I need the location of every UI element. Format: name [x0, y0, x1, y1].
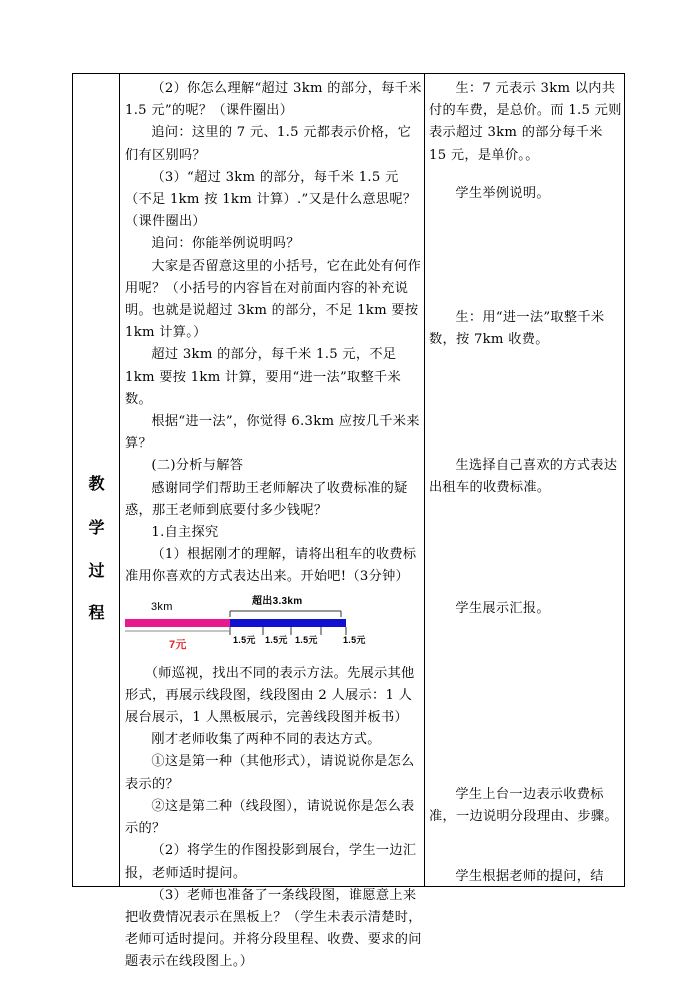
side-char: 教: [88, 474, 105, 493]
paragraph: 刚才老师收集了两种不同的表达方式。: [151, 732, 381, 748]
paragraph: 根据“进一法”，你觉得 6.3km 应按几千米来算？: [125, 414, 420, 452]
paragraph: 超过 3km 的部分，每千米 1.5 元，不足 1km 要按 1km 计算，要用“进一法”取整千米数。: [125, 347, 401, 407]
segment-label: 1.5元: [343, 634, 366, 645]
blue-segment: [230, 619, 346, 627]
pink-segment: [125, 619, 230, 627]
segment-label: 1.5元: [265, 634, 288, 645]
column-divider: [424, 74, 425, 886]
student-response: 学生根据老师的提问，结: [455, 869, 604, 884]
lesson-table: [72, 73, 625, 970]
label-3km: 3km: [151, 600, 173, 613]
side-label: [73, 74, 120, 886]
paragraph: （1）根据刚才的理解，请将出租车的收费标准用你喜欢的方式表达出来。开始吧!（3分钟）: [125, 547, 417, 585]
side-char: 程: [88, 603, 105, 622]
student-response: 学生举例说明。: [455, 186, 550, 201]
segment-label: 1.5元: [233, 634, 256, 645]
paragraph: （3）老师也准备了一条线段图，谁愿意上来把收费情况表示在黑板上？（学生未表示清楚时，老师可适时提问。并将分段里程、收费、要求的问题表示在线段图上。）: [125, 887, 422, 970]
label-7yuan: 7元: [169, 638, 187, 651]
paragraph: ①这是第一种（其他形式），请说说你是怎么表示的？: [125, 754, 415, 792]
student-response: 生：7 元表示 3km 以内共付的车费，是总价。而 1.5 元则表示超过 3km 的部分每千米 15 元，是单价。。: [429, 81, 622, 163]
paragraph: 感谢同学们帮助王老师解决了收费标准的疑惑，那王老师到底要付多少钱呢？: [125, 480, 408, 518]
student-response: 生选择自己喜欢的方式表达出租车的收费标准。: [429, 458, 618, 496]
segment-label: 1.5元: [295, 634, 318, 645]
paragraph: （2）你怎么理解“超过 3km 的部分，每千米 1.5 元”的呢？（课件圈出）: [125, 81, 422, 119]
paragraph: （3）“超过 3km 的部分，每千米 1.5 元（不足 1km 按 1km 计算）.”又是什么意思呢？（课件圈出）: [125, 169, 417, 230]
line-segment-diagram: [125, 591, 424, 659]
subheading: 1.自主探究: [151, 525, 219, 541]
side-char: 过: [88, 561, 105, 580]
paragraph: （师巡视，找出不同的表示方法。先展示其他形式，再展示线段图，线段图由 2 人展示：1 人展台展示，1 人黑板展示，完善线段图并板书）: [125, 665, 415, 726]
paragraph: （2）将学生的作图投影到展台，学生一边汇报，老师适时提问。: [125, 843, 417, 881]
teacher-activity-column: [125, 78, 424, 974]
section-heading: (二)分析与解答: [151, 458, 244, 474]
side-char: 学: [88, 518, 105, 537]
diagram-svg: [125, 591, 415, 659]
paragraph: 大家是否留意这里的小括号，它在此处有何作用呢？（小括号的内容旨在对前面内容的补充说明。也就是说超过 3km 的部分，不足 1km 要按 1km 计算。）: [125, 258, 422, 341]
label-over: 超出3.3km: [252, 595, 303, 607]
student-response: 生：用“进一法”取整千米数，按 7km 收费。: [429, 310, 605, 348]
paragraph: 追问：这里的 7 元、1.5 元都表示价格，它们有区别吗？: [125, 125, 412, 163]
student-response: 学生展示汇报。: [455, 601, 550, 616]
paragraph: 追问：你能举例说明吗？: [151, 236, 300, 252]
paragraph: ②这是第二种（线段图），请说说你是怎么表示的？: [125, 798, 415, 837]
student-response: 学生上台一边表示收费标准，一边说明分段理由、步骤。: [429, 787, 618, 825]
